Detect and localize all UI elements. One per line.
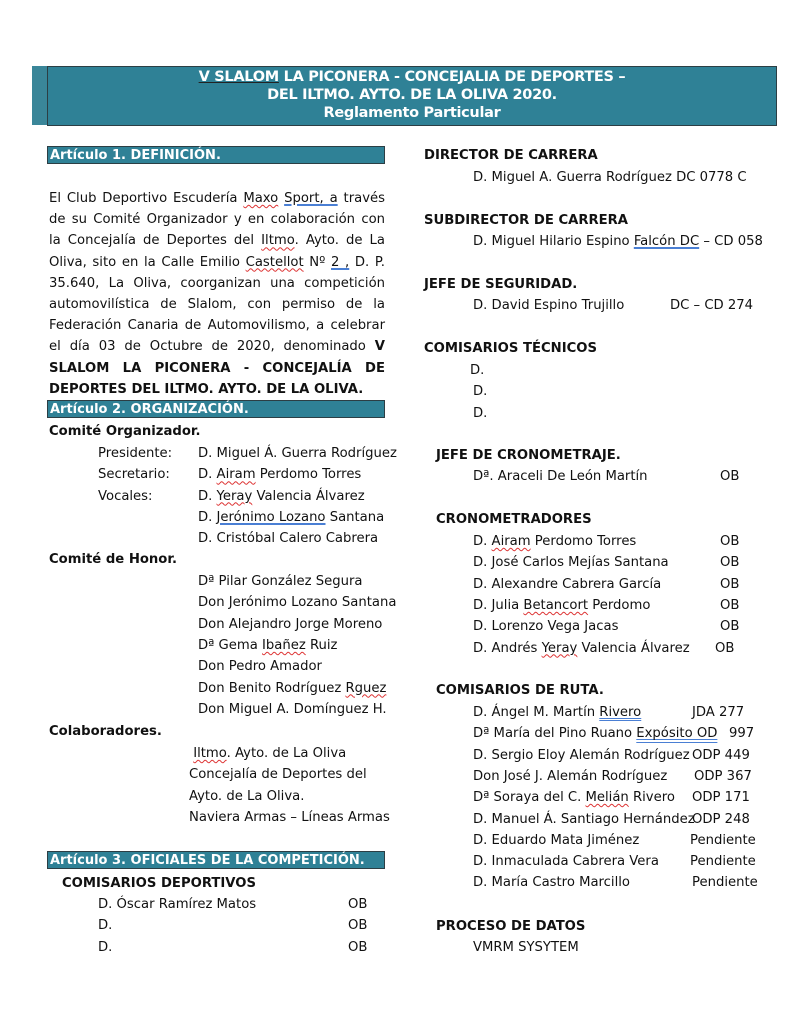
organizing-member bbox=[198, 467, 361, 482]
name-text: D. Lorenzo Vega Jacas bbox=[473, 619, 619, 635]
route-commissioner-name bbox=[473, 769, 667, 784]
name-text: D. Inmaculada Cabrera Vera bbox=[473, 854, 659, 870]
name-text: Don Benito Rodríguez bbox=[198, 680, 346, 696]
name-text: – CD 058 bbox=[699, 234, 763, 249]
race-director: D. Miguel A. Guerra Rodríguez DC 0778 C bbox=[473, 170, 747, 185]
honor-member: Don Miguel A. Domínguez H. bbox=[198, 701, 387, 717]
sports-commissioner-code: OB bbox=[348, 939, 368, 955]
para-text: . Ayto. de La Oliva, sito en la Calle Emilio bbox=[49, 233, 385, 270]
spell-mark: Iltmo bbox=[193, 746, 227, 761]
document-title-banner bbox=[47, 66, 777, 126]
honor-member: Don Alejandro Jorge Moreno bbox=[198, 616, 383, 632]
honor-member: Dª Pilar González Segura bbox=[198, 574, 363, 589]
spell-mark: Betancort bbox=[523, 597, 589, 613]
collaborator: Concejalía de Deportes del bbox=[189, 767, 367, 783]
route-commissioner-code: ODP 248 bbox=[692, 811, 750, 827]
organizing-committee-title: Comité Organizador. bbox=[49, 424, 201, 439]
timekeeper-name bbox=[473, 555, 669, 570]
timing-chief-title: JEFE DE CRONOMETRAJE. bbox=[436, 448, 621, 463]
honor-member bbox=[198, 681, 386, 696]
name-text: D. bbox=[198, 509, 217, 525]
organizing-role: Secretario: bbox=[98, 467, 170, 483]
para-text: D. P. 35.640, La Oliva, coorganizan una competición automovilística de Slalom, con permiso de la Federación Canaria de Automovilismo, a celebrar el día 03 de Octubre de 2020, denominado bbox=[49, 254, 385, 355]
sports-commissioner-code: OB bbox=[348, 918, 368, 934]
name-text: Ruiz bbox=[305, 637, 338, 653]
name-text: D. Sergio Eloy Alemán Rodríguez bbox=[473, 747, 690, 763]
name-text: D. Andrés bbox=[473, 640, 542, 656]
name-text: D. Miguel Hilario Espino bbox=[473, 234, 634, 249]
route-commissioner-name bbox=[473, 854, 659, 869]
name-text: D. Alexandre Cabrera García bbox=[473, 576, 662, 592]
organizing-role: Presidente: bbox=[98, 446, 173, 461]
route-commissioner-code: ODP 171 bbox=[692, 790, 750, 806]
grammar-mark: 2 , bbox=[331, 254, 350, 270]
deputy-director bbox=[473, 234, 763, 249]
timekeeper-code: OB bbox=[720, 597, 740, 613]
event-name-bold: V SLALOM LA PICONERA - CONCEJALÍA DE DEPORTES DEL ILTMO. AYTO. DE LA OLIVA. bbox=[49, 339, 385, 397]
spell-mark: Iltmo bbox=[261, 233, 295, 249]
timekeeper-code: OB bbox=[720, 534, 740, 549]
grammar-mark: Expósito OD bbox=[636, 726, 718, 742]
spell-mark: Rguez bbox=[345, 680, 387, 696]
sports-commissioners-title: COMISARIOS DEPORTIVOS bbox=[62, 876, 256, 891]
title-underlined: V SLALOM bbox=[198, 69, 279, 85]
collaborators-title: Colaboradores. bbox=[49, 724, 162, 739]
route-commissioner-name bbox=[473, 705, 641, 720]
sports-commissioner-name: D. Óscar Ramírez Matos bbox=[98, 897, 257, 912]
spell-mark: Airam bbox=[216, 467, 256, 483]
timing-chief-code: OB bbox=[720, 469, 740, 484]
name-text: D. bbox=[198, 488, 217, 504]
title-line-1 bbox=[48, 68, 776, 86]
deputy-director-title: SUBDIRECTOR DE CARRERA bbox=[424, 213, 629, 228]
spell-mark: Yeray bbox=[216, 488, 253, 504]
timekeeper-code: OB bbox=[720, 576, 740, 592]
route-commissioner-code: 997 bbox=[729, 726, 755, 742]
route-commissioner-code: Pendiente bbox=[690, 854, 756, 870]
route-commissioner-code: ODP 449 bbox=[692, 747, 750, 763]
spell-mark: Airam bbox=[491, 534, 531, 549]
timekeeper-name bbox=[473, 641, 690, 656]
honor-committee-title: Comité de Honor. bbox=[49, 552, 177, 567]
title-line-1-rest: LA PICONERA - CONCEJALIA DE DEPORTES – bbox=[278, 69, 626, 85]
name-text: Valencia Álvarez bbox=[252, 488, 365, 504]
technical-commissioner: D. bbox=[473, 384, 488, 400]
para-text: El Club Deportivo Escudería bbox=[49, 191, 244, 206]
name-text: Dª Gema bbox=[198, 637, 263, 653]
article-2-heading: Artículo 2. ORGANIZACIÓN. bbox=[47, 400, 385, 418]
timekeeper-name bbox=[473, 577, 661, 592]
route-commissioners-title: COMISARIOS DE RUTA. bbox=[436, 683, 604, 698]
name-text: Santana bbox=[325, 509, 385, 525]
route-commissioner-code: JDA 277 bbox=[692, 705, 745, 720]
name-text: Perdomo Torres bbox=[530, 534, 637, 549]
technical-commissioner: D. bbox=[470, 363, 485, 378]
timekeeper-name bbox=[473, 619, 618, 634]
para-text: través de su Comité Organizador y en colaboración con la Concejalía de Deportes del bbox=[49, 191, 385, 249]
name-text: D. Ángel M. Martín bbox=[473, 705, 600, 720]
safety-chief-code: DC – CD 274 bbox=[670, 298, 754, 313]
sports-commissioner-code: OB bbox=[348, 897, 368, 912]
grammar-mark: Rivero bbox=[599, 705, 642, 720]
name-text: Perdomo bbox=[588, 597, 651, 613]
name-text: D. María Castro Marcillo bbox=[473, 875, 630, 891]
name-text: D. Manuel Á. Santiago Hernández bbox=[473, 811, 695, 827]
organizing-member: D. Cristóbal Calero Cabrera bbox=[198, 531, 379, 547]
collaborator bbox=[189, 746, 346, 761]
race-director-title: DIRECTOR DE CARRERA bbox=[424, 148, 598, 163]
name-text: D. bbox=[198, 467, 217, 483]
honor-member: Don Jerónimo Lozano Santana bbox=[198, 595, 397, 611]
organizing-member bbox=[198, 510, 384, 525]
honor-member bbox=[198, 638, 337, 653]
spell-mark: Maxo bbox=[243, 191, 279, 206]
organizing-member bbox=[198, 489, 365, 504]
collaborator: Naviera Armas – Líneas Armas bbox=[189, 809, 390, 825]
article-1-paragraph bbox=[49, 188, 385, 400]
timekeeper-code: OB bbox=[720, 619, 740, 635]
name-text: D. Julia bbox=[473, 597, 524, 613]
route-commissioner-name bbox=[473, 833, 639, 848]
route-commissioner-name bbox=[473, 748, 690, 763]
article-3-heading: Artículo 3. OFICIALES DE LA COMPETICIÓN. bbox=[47, 851, 385, 869]
name-text: . Ayto. de La Oliva bbox=[226, 746, 347, 761]
technical-commissioners-title: COMISARIOS TÉCNICOS bbox=[424, 341, 597, 356]
grammar-mark: Falcón DC bbox=[633, 234, 700, 249]
honor-member: Don Pedro Amador bbox=[198, 659, 322, 675]
timekeeper-name bbox=[473, 598, 650, 613]
route-commissioner-code: Pendiente bbox=[692, 875, 758, 891]
organizing-role: Vocales: bbox=[98, 488, 153, 504]
timekeeper-name bbox=[473, 534, 636, 549]
name-text: Dª Soraya del C. bbox=[473, 790, 586, 806]
name-text: Dª María del Pino Ruano bbox=[473, 726, 637, 742]
spell-mark: Yeray bbox=[541, 640, 578, 656]
para-text: Nº bbox=[303, 254, 332, 270]
sports-commissioner-name: D. bbox=[98, 939, 113, 955]
article-1-heading: Artículo 1. DEFINICIÓN. bbox=[47, 146, 385, 164]
spell-mark: Castellot bbox=[245, 254, 304, 270]
technical-commissioner: D. bbox=[473, 405, 488, 421]
route-commissioner-name bbox=[473, 726, 717, 741]
route-commissioner-code: ODP 367 bbox=[694, 768, 752, 784]
spell-mark: Ibañez bbox=[262, 637, 306, 653]
grammar-mark: Sport, a bbox=[284, 191, 338, 206]
route-commissioner-code: Pendiente bbox=[690, 832, 756, 848]
collaborator: Ayto. de La Oliva. bbox=[189, 788, 305, 804]
name-text: Perdomo Torres bbox=[255, 467, 362, 483]
data-processing-value: VMRM SYSYTEM bbox=[473, 940, 579, 955]
safety-chief-name: D. David Espino Trujillo bbox=[473, 298, 625, 313]
spell-mark: Melián bbox=[585, 790, 629, 806]
data-processing-title: PROCESO DE DATOS bbox=[436, 919, 586, 934]
organizing-member: D. Miguel Á. Guerra Rodríguez bbox=[198, 446, 397, 461]
sports-commissioner-name: D. bbox=[98, 918, 113, 934]
timing-chief-name: Dª. Araceli De León Martín bbox=[473, 469, 648, 484]
timekeepers-title: CRONOMETRADORES bbox=[436, 512, 592, 527]
title-line-3: Reglamento Particular bbox=[323, 105, 501, 121]
title-line-2: DEL ILTMO. AYTO. DE LA OLIVA 2020. bbox=[267, 87, 557, 103]
name-text: Valencia Álvarez bbox=[577, 640, 690, 656]
name-text: D. Eduardo Mata Jiménez bbox=[473, 832, 640, 848]
timekeeper-code: OB bbox=[720, 555, 740, 571]
timekeeper-code: OB bbox=[715, 640, 735, 656]
grammar-mark: Jerónimo Lozano bbox=[216, 509, 326, 525]
name-text: Don José J. Alemán Rodríguez bbox=[473, 768, 668, 784]
route-commissioner-name bbox=[473, 790, 675, 805]
name-text: D. José Carlos Mejías Santana bbox=[473, 555, 669, 571]
safety-chief-title: JEFE DE SEGURIDAD. bbox=[424, 277, 578, 292]
route-commissioner-name bbox=[473, 875, 630, 890]
name-text: D. bbox=[473, 534, 492, 549]
name-text: Rivero bbox=[628, 790, 675, 806]
route-commissioner-name bbox=[473, 812, 695, 827]
